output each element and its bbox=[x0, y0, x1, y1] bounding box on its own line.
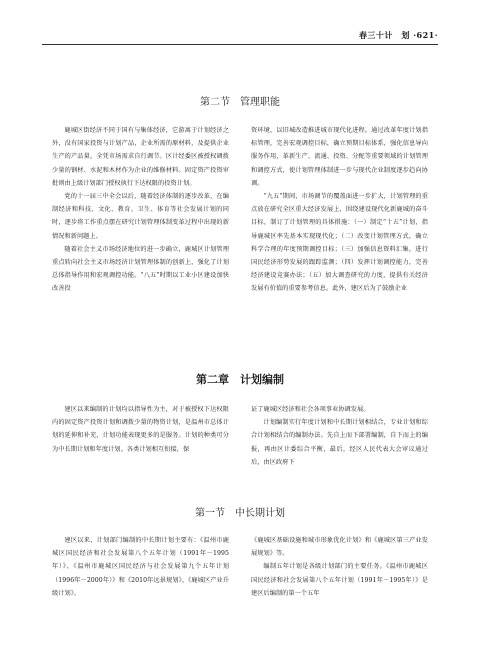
left-column bbox=[52, 403, 229, 469]
paragraph: 证了鹿城区经济和社会各项事业协调发展。 bbox=[251, 406, 370, 413]
paragraph: 党的十一届三中全会以后，随着经济体制的逐步改革，在编制经济和科技、文化、教育、卫生、体育等社会发展计划的同时，逐步将工作重点摆在研究计划管理体制变革过程中出现的新情况和新问题上。 bbox=[52, 193, 229, 240]
paragraph: 随着社会主义市场经济地位的进一步确立，鹿城区计划管理重点转向社会主义市场经济计划管理体制的创新上，强化了计划总体指导作用和宏观调控功能。“八五”时期以工业小区建设加快改善投 bbox=[52, 245, 229, 293]
paragraph: 建区以来，计划部门编制的中长期计划主要有：《温州市鹿城区国民经济和社会发展第八个五年计划（1991年－1995年）》、《温州市鹿城区国民经济与社会发展第九个五年计划（1996年－2000年）》和《2010年远景规划》、《鹿城区产业升级计划》、 bbox=[52, 537, 229, 597]
paragraph: 建区以来编制的计划均以指导性为主，对于被授权下达权限内的固定资产投资计划和调拨少量的物资计划，是温州市总体计划的延伸和补充，计划功能表现更多的是服务。计划的种类可分为中长期计划和年度计划。各类计划相互衔接，保 bbox=[52, 406, 229, 453]
section-heading-management: 第二节 管理职能 bbox=[200, 97, 280, 108]
running-head: 春三十计 划 ·621· bbox=[358, 30, 438, 40]
paragraph: 编制五年计划是各级计划部门的主要任务。《温州市鹿城区国民经济和社会发展第八个五年计划（1991年－1995年）》是建区后编制的第一个五年 bbox=[251, 563, 428, 597]
right-column bbox=[251, 124, 428, 296]
left-column bbox=[52, 534, 229, 600]
section-long-term-body bbox=[52, 534, 428, 600]
section-heading-long-term: 第一节 中长期计划 bbox=[195, 508, 285, 519]
right-column bbox=[251, 534, 428, 600]
section-management-body bbox=[52, 124, 428, 296]
paragraph: “九五”期间，市场调节的覆盖面进一步扩大，计划管理的重点放在研究全区重大经济发展上，围绕建设现代化新鹿城的奋斗目标，制订了计划管理的具体措施：（一）制定“十五”计划，指导鹿城区率先基本实现现代化；（二）改变计划管理方式，确立科学合理的年度预期调控目标；（三）加强信息资料汇集，进行国民经济形势发展的跟踪监测；（四）发挥计划调控能力，完善经济建设竞赛办法；（五）加大调查研究的力度，提供有关经济发展有价值的重要参考信息。此外，建区后为了鼓励企业 bbox=[251, 193, 428, 293]
chapter-body bbox=[52, 403, 428, 469]
paragraph: 资环境，以旧城改造推进城市现代化进程。通过改革年度计划指标管理，完善宏观调控目标，确立预期目标体系，强化信息导向服务作用，革新生产、流通、投资、分配等重要领域的计划管理和调控方式，使计划管理体制进一步与现代企业制度逐步趋向协调。 bbox=[251, 127, 428, 187]
paragraph: 鹿城区街经济不同于国有与集体经济，它游离于计划经济之外，没有国家投资与计划产品，企业所需的原材料，及提供企业生产的产品量，全凭市场需求自行调节。区计经委区被授权调拨少量的钢材、水泥和木材作为企业的维修材料。固定资产投资审批则由上级计划部门授权执行下达权限的投资计划。 bbox=[52, 127, 229, 187]
left-column bbox=[52, 124, 229, 296]
header-rule bbox=[42, 44, 438, 45]
paragraph: 计划编制实行年度计划和中长期计划相结合，专业计划和综合计划相结合的编制办法。先自上而下部署编制，自下而上的编报，再由区计委综合平衡，最后，经区人民代表大会审议通过后，由区政府下 bbox=[251, 419, 428, 466]
paragraph: 《鹿城区基础设施和城市形象优化计划》和《鹿城区第三产业发展规划》等。 bbox=[251, 537, 428, 558]
right-column bbox=[251, 403, 428, 469]
chapter-heading: 第二章 计划编制 bbox=[196, 373, 284, 386]
